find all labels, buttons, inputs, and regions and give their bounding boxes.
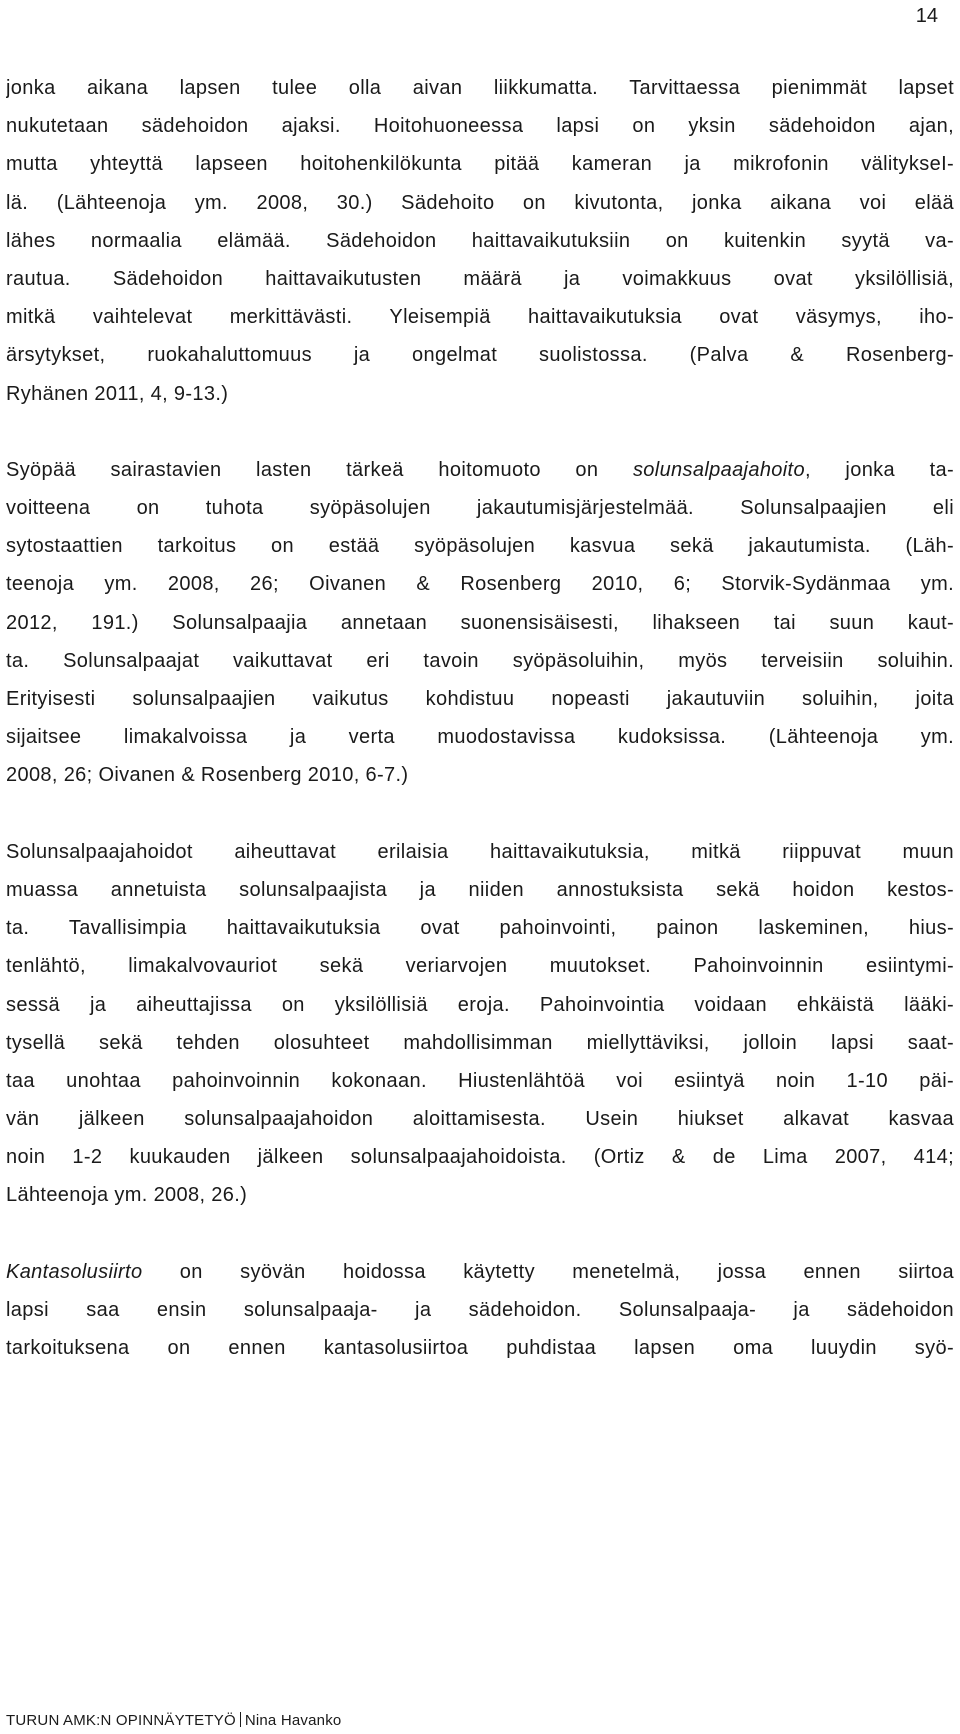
text-run: Syöpää sairastavien lasten tärkeä hoitomuoto on — [6, 458, 633, 481]
page-number: 14 — [915, 5, 938, 27]
footer-separator — [240, 1712, 241, 1727]
text-line: Lähteenoja ym. 2008, 26.) — [6, 1184, 248, 1207]
text-line: 2012, 191.) Solunsalpaajia annetaan suonensisäisesti, lihakseen tai suun kaut- — [6, 611, 954, 634]
text-line: sytostaattien tarkoitus on estää syöpäsolujen kasvua sekä jakautumista. (Läh- — [6, 535, 954, 558]
text-line: lä. (Lähteenoja ym. 2008, 30.) Sädehoito on kivutonta, jonka aikana voi elää — [6, 191, 954, 214]
text-line: Ryhänen 2011, 4, 9-13.) — [6, 382, 229, 405]
text-run: , jonka ta- — [804, 458, 954, 481]
paragraph — [6, 1253, 954, 1368]
italic-term: solunsalpaajahoito — [632, 458, 805, 481]
text-line: lähes normaalia elämää. Sädehoidon haittavaikutuksiin on kuitenkin syytä va- — [6, 229, 954, 252]
text-line: sijaitsee limakalvoissa ja verta muodostavissa kudoksissa. (Lähteenoja ym. — [6, 726, 954, 749]
text-line: taa unohtaa pahoinvoinnin kokonaan. Hiustenlähtöä voi esiintyä noin 1-10 päi- — [6, 1069, 954, 1092]
text-line: jonka aikana lapsen tulee olla aivan liikkumatta. Tarvittaessa pienimmät lapset — [6, 77, 954, 99]
paragraph — [6, 833, 954, 1215]
text-line: Solunsalpaajahoidot aiheuttavat erilaisia haittavaikutuksia, mitkä riippuvat muun — [6, 840, 954, 863]
text-line: tenlähtö, limakalvovauriot sekä veriarvojen muutokset. Pahoinvoinnin esiintymi- — [6, 955, 954, 978]
footer — [6, 1711, 341, 1731]
text-line — [6, 451, 954, 489]
text-line: vän jälkeen solunsalpaajahoidon aloittamisesta. Usein hiukset alkavat kasvaa — [6, 1108, 954, 1131]
text-line: muassa annetuista solunsalpaajista ja niiden annostuksista sekä hoidon kestos- — [6, 878, 954, 901]
text-line: tarkoituksena on ennen kantasolusiirtoa puhdistaa lapsen oma luuydin syö- — [6, 1337, 954, 1360]
text-line: ta. Solunsalpaajat vaikuttavat eri tavoin syöpäsoluihin, myös terveisiin soluihin. — [6, 649, 954, 672]
text-line: Erityisesti solunsalpaajien vaikutus kohdistuu nopeasti jakautuviin soluihin, joita — [6, 688, 954, 710]
text-line: 2008, 26; Oivanen & Rosenberg 2010, 6-7.) — [6, 764, 409, 787]
footer-institution: TURUN AMK:N OPINNÄYTETYÖ — [6, 1712, 236, 1729]
text-line: sessä ja aiheuttajissa on yksilöllisiä eroja. Pahoinvointia voidaan ehkäistä lääki- — [6, 993, 954, 1016]
text-line: rautua. Sädehoidon haittavaikutusten määrä ja voimakkuus ovat yksilöllisiä, — [6, 267, 954, 290]
text-line: lapsi saa ensin solunsalpaaja- ja sädehoidon. Solunsalpaaja- ja sädehoidon — [6, 1299, 954, 1321]
paragraph-gap — [6, 1215, 954, 1253]
paragraph — [6, 451, 954, 795]
text-line: nukutetaan sädehoidon ajaksi. Hoitohuoneessa lapsi on yksin sädehoidon ajan, — [6, 115, 954, 138]
text-line: tysellä sekä tehden olosuhteet mahdollisimman miellyttäviksi, jolloin lapsi saat- — [6, 1031, 954, 1054]
text-run: on syövän hoidossa käytetty menetelmä, jossa ennen siirtoa — [142, 1260, 954, 1283]
document-body — [6, 69, 954, 1367]
text-line: noin 1-2 kuukauden jälkeen solunsalpaajahoidoista. (Ortiz & de Lima 2007, 414; — [6, 1146, 954, 1169]
text-line: ärsytykset, ruokahaluttomuus ja ongelmat suolistossa. (Palva & Rosenberg- — [6, 344, 954, 367]
text-line: mitkä vaihtelevat merkittävästi. Yleisempiä haittavaikutuksia ovat väsymys, iho- — [6, 306, 954, 329]
text-line: ta. Tavallisimpia haittavaikutuksia ovat pahoinvointi, painon laskeminen, hius- — [6, 917, 954, 940]
paragraph — [6, 69, 954, 413]
text-line: mutta yhteyttä lapseen hoitohenkilökunta pitää kameran ja mikrofonin välitykseI- — [6, 153, 954, 176]
footer-author: Nina Havanko — [244, 1712, 342, 1729]
italic-term: Kantasolusiirto — [6, 1260, 143, 1283]
paragraph-gap — [6, 413, 954, 451]
paragraph-gap — [6, 795, 954, 833]
text-line: teenoja ym. 2008, 26; Oivanen & Rosenberg 2010, 6; Storvik-Sydänmaa ym. — [6, 573, 954, 596]
text-line: voitteena on tuhota syöpäsolujen jakautumisjärjestelmää. Solunsalpaajien eli — [6, 497, 954, 520]
text-line — [6, 1253, 954, 1291]
